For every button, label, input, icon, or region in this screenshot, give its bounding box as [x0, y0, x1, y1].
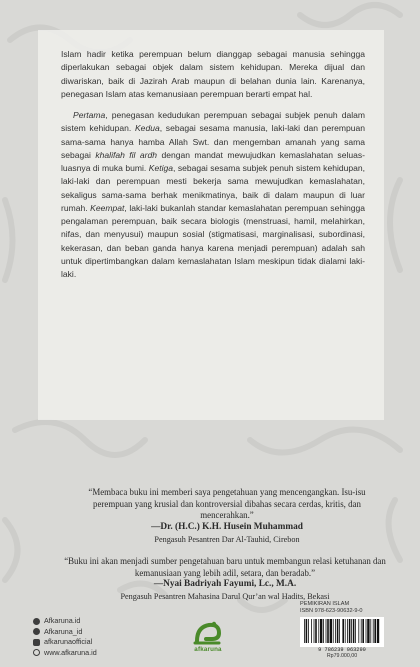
blurb-p2b: , sebagai sesama manusia, laki-laki dan perempuan sama-sama hanya hamba Allah Swt. dan mengemban amanah yang sama sebagai — [61, 123, 365, 160]
barcode-bars — [303, 619, 381, 645]
keempat-label: Keempat — [90, 202, 125, 213]
social-twitter — [33, 627, 97, 638]
social-website — [33, 648, 97, 659]
publisher-logo — [183, 619, 233, 655]
isbn-number: ISBN 978-623-90632-9-0 — [300, 608, 363, 614]
blurb-text — [61, 48, 365, 281]
endorsement-text: “Buku ini akan menjadi sumber pengetahuan baru untuk membangun relasi ketuhanan dan kemanusiaan yang lebih adil, setara, dan beradab.” — [64, 556, 386, 578]
blurb-paragraph-1: Islam hadir ketika perempuan belum dianggap sebagai manusia sehingga diperlakukan sebagai objek dalam sistem kehidupan. Mereka dijual dan diwariskan, baik di Jazirah Arab maupun di belahan dunia lain. Karenanya, penegasan Islam atas kemanusiaan perempuan berarti empat hal. — [61, 49, 365, 99]
endorsement-author: —Nyai Badriyah Fayumi, Lc., M.A. — [153, 579, 297, 590]
barcode-digits: 9 786239 063290 — [318, 647, 366, 653]
publisher-logo-mark — [183, 619, 233, 647]
kedua-label: Kedua — [134, 123, 160, 134]
endorsement-2 — [60, 556, 390, 603]
endorsement-role: Pengasuh Pesantren Dar Al-Tauhid, Cirebon — [154, 534, 300, 544]
endorsement-author: —Dr. (H.C.) K.H. Husein Muhammad — [151, 522, 303, 533]
social-label: Afkaruna.id — [44, 616, 81, 625]
book-price: Rp79.000,00 — [326, 653, 358, 659]
social-instagram — [33, 637, 97, 648]
social-links — [33, 616, 97, 658]
khalifah-term: khalifah fil ardh — [95, 149, 158, 160]
blurb-p2d: , sebagai sesama subjek penuh sistem kehidupan, laki-laki dan perempuan mesti bekerja sama mewujudkan kemaslahatan, sekaligus sama-sama berhak menikmatinya, baik di dalam maupun di luar rumah. — [61, 163, 365, 213]
endorsement-role: Pengasuh Pesantren Mahasina Darul Qur’an wal Hadits, Bekasi — [120, 592, 330, 602]
blurb-paragraph-2 — [61, 109, 365, 281]
twitter-icon — [33, 628, 40, 635]
publisher-name: afkaruna — [194, 646, 222, 653]
book-category: PEMIKIRAN ISLAM — [300, 601, 350, 607]
endorsement-1 — [82, 487, 372, 546]
ketiga-label: Ketiga — [148, 163, 173, 173]
blurb-p2e: , laki-laki bukanlah standar kemaslahatan perempuan sehingga pengalaman perempuan, baik secara biologis (menstruasi, hamil, melahirkan, nifas, dan menyusui) maupun sosial (stigmatisasi, marginalisasi, subordinasi, kekerasan, dan beban ganda hanya karena menjadi perempuan) adalah sah untuk dipertimbangkan dalam kemaslahatan Islam meskipun tidak dialami laki-laki. — [61, 202, 365, 279]
globe-icon — [33, 649, 40, 656]
pertama-label: Pertama — [73, 110, 106, 120]
barcode — [300, 617, 384, 647]
blurb-p2c: dengan mandat mewujudkan kemaslahatan seluas-luasnya di muka bumi. — [61, 149, 365, 173]
endorsement-text: “Membaca buku ini memberi saya pengetahuan yang mencengangkan. Isu-isu perempuan yang krusial dan kontroversial dibahas secara cerdas, kritis, dan mencerahkan.” — [88, 487, 366, 521]
social-label: afkarunaofficial — [44, 637, 93, 646]
instagram-icon — [33, 639, 40, 646]
isbn-block — [300, 601, 384, 659]
social-label: www.afkaruna.id — [44, 647, 97, 657]
social-label: Afkaruna_id — [44, 626, 83, 636]
facebook-icon — [33, 618, 40, 625]
social-facebook — [33, 616, 97, 627]
blurb-p2a: , penegasan kedudukan perempuan sebagai subjek penuh dalam sistem kehidupan. — [61, 110, 365, 134]
